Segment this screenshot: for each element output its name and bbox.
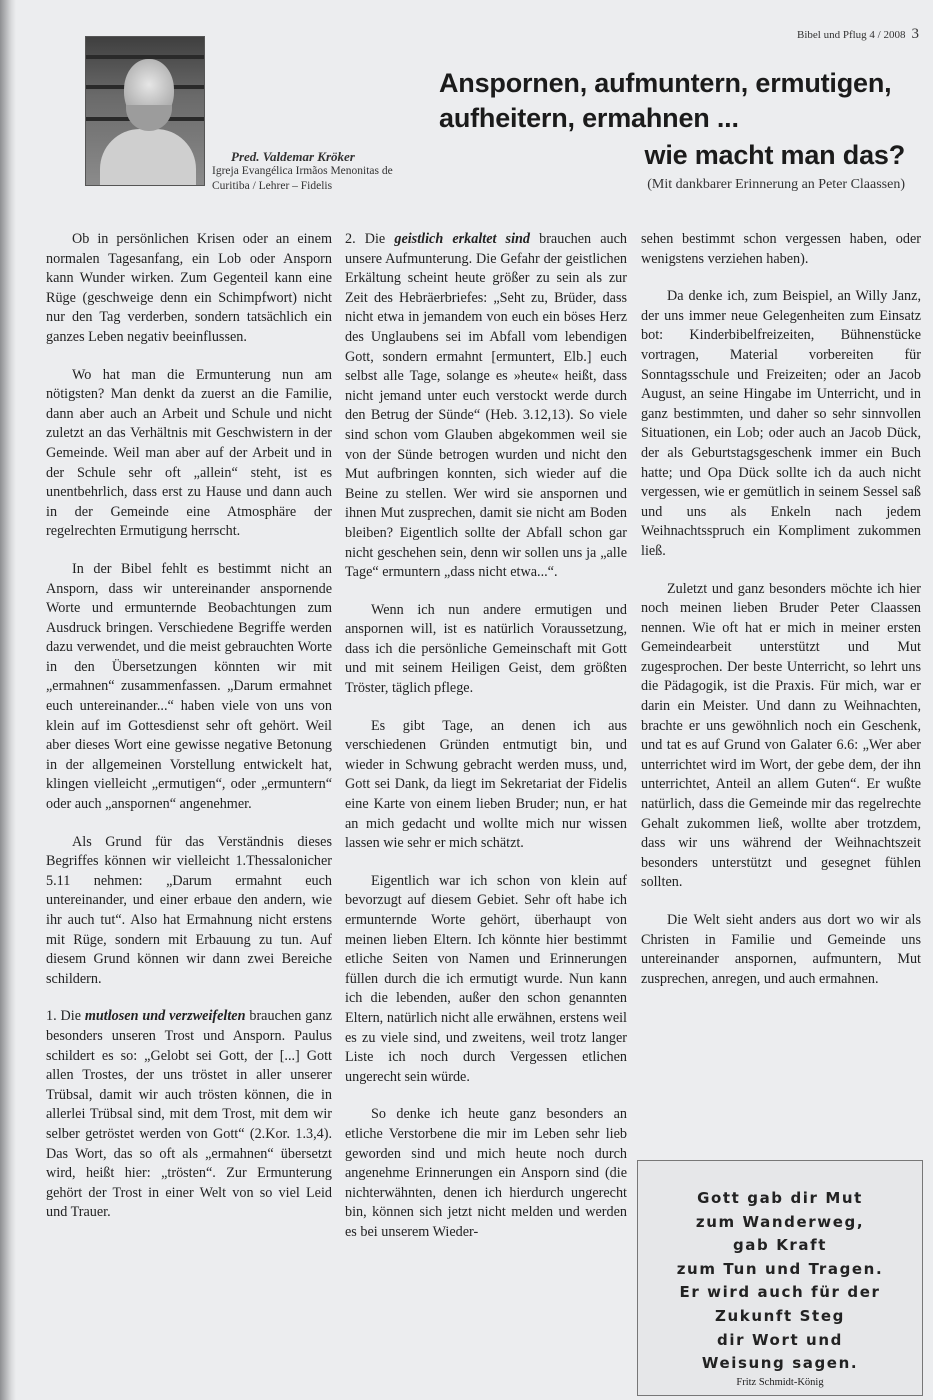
text-column-3 <box>641 230 921 989</box>
point-1-paragraph <box>46 1007 332 1223</box>
paragraph: Wo hat man die Ermunterung nun am nötigsten? Man denkt da zuerst an die Familie, dann aber auch an Arbeit und Schule und nicht zuletzt an das Verhältnis mit Geschwistern in der Gemeinde. Weil man aber auf der Arbeit und in der Schule sehr oft „allein“ steht, ist es unentbehrlich, dass erst zu Hause und dann auch in der Gemeinde eine Atmosphäre der regelrechten Ermutigung herrscht. <box>46 366 332 540</box>
article-subtitle: (Mit dankbarer Erinnerung an Peter Claassen) <box>647 177 905 192</box>
point-2-paragraph <box>345 230 627 583</box>
author-photo <box>85 36 205 186</box>
point-emphasis: geistlich erkaltet sind <box>394 231 530 247</box>
paragraph: Eigentlich war ich schon von klein auf bevorzugt auf diesem Gebiet. Sehr oft habe ich ermunternde Worte gehört, überhaupt von meinen lieben Eltern. Ich könnte hier bestimmt etliche Seiten von Namen und Erinnerungen füllen durch die ich ermutigt wurde. Nun kann ich die lebenden, außer den schon genannten Eltern, natürlich nicht alle erwähnen, erstens weil es zu viele sind, und zweitens, weil trotz langer Liste ich noch durch Vergessen etlichen ungerecht sein würde. <box>345 872 627 1085</box>
poem-line: Gott gab dir Mut <box>697 1189 863 1207</box>
poem-line: gab Kraft <box>732 1236 828 1255</box>
paragraph: Als Grund für das Verständnis dieses Begriffes können wir vielleicht 1.Thessalonicher 5.11 nehmen: „Darum ermahnt euch untereinander, und einer erbaue den andern, wie ihr auch tut“. Also hat Ermahnung nicht erstens mit Rüge, sondern mit Erbauung zu tun. Auf diesem Grund können wir dann zwei Bereiche schildern. <box>46 833 332 987</box>
paragraph: So denke ich heute ganz besonders an etliche Verstorbene die mir im Leben sehr lieb geworden sind und mich heute noch durch angenehme Erinnerungen ein Ansporn sind (die nichterwähnten, denen ich hierdurch ungerecht bin, können sich jetzt nicht melden und werden es bei unserem Wieder- <box>345 1106 627 1240</box>
text-column-1 <box>46 230 332 1223</box>
author-affiliation-line: Curitiba / Lehrer – Fidelis <box>212 180 333 192</box>
paragraph: Es gibt Tage, an denen ich aus verschiedenen Gründen entmutigt bin, und wieder in Schwung gebracht werden muss, und, Gott sei Dank, da liegt im Sekretariat der Fidelis eine Karte von einem lieben Bruder; nun, er hat an mich gedacht und wollte mich nur wissen lassen wie sehr er mich schätzt. <box>345 717 627 852</box>
author-affiliation-line: Igreja Evangélica Irmãos Menonitas de <box>212 165 393 177</box>
paragraph: Zuletzt und ganz besonders möchte ich hier noch meinen lieben Bruder Peter Claassen nennen. Wie oft hat er mich in meiner ersten Gemeindearbeit unterstützt und Mut zugesprochen. Der beste Unterricht, so lehrt uns die Pädagogik, ist die Praxis. Für mich, war er darin ein Meister. Und dann zu Weihnachten, brachte er uns gewöhnlich noch ein Geschenk, und tat es auf Grund von Galater 6.6: „Wer aber unterrichtet wird im Wort, der gebe dem, der ihn unterrichtet, Anteil an allem Guten“. Er wußte natürlich, dass die Gemeinde mir das regelrechte Gehalt zukommen ließ, wollte aber trotzdem, dass wir uns während der Weihnachtszeit besonders unterstützt und gesegnet fühlen sollten. <box>641 580 921 891</box>
paragraph: In der Bibel fehlt es bestimmt nicht an Ansporn, dass wir untereinander anspornende Worte und ermunternde Beobachtungen zum Ausdruck bringen. Verschiedene Begriffe werden dazu verwendet, und die meist gebrauchten Worte in den Übersetzungen könnten wir mit „ermahnen“ zusammenfassen. „Darum ermahnet euch untereinander...“ haben viele von uns von klein auf im Gottesdienst sehr oft gehört. Weil aber dieses Wort eine gewisse negative Betonung in der allgemeinen Vorstellung entwickelt hat, klingen vielleicht „ermutigen“, oder „ermuntern“ oder auch „anspornen“ angenehmer. <box>46 560 332 813</box>
poem-line: zum Wanderweg, <box>695 1212 865 1231</box>
poem-line: dir Wort und <box>717 1330 843 1349</box>
poem-line: Weisung sagen. <box>701 1354 859 1373</box>
point-prefix: 2. Die <box>345 231 395 247</box>
point-text: brauchen ganz besonders unseren Trost und Ansporn. Paulus schildert es so: „Gelobt sei Gott, der [...] Gott allen Trostes, der uns tröstet in aller unserer Trübsal, damit wir auch trösten können, die in allerlei Trübsal sind, mit dem Trost, mit dem wir selber getröstet werden von Gott“ (2.Kor. 1.3,4). Das Wort, das so oft als „ermahnen“ übersetzt wird, heißt hier: „trösten“. Zur Ermunterung gehört der Trost in einer Welt von so viel Leid und Trauer. <box>46 1008 332 1221</box>
continuation-paragraph: sehen bestimmt schon vergessen haben, oder wenigstens verziehen haben). <box>641 231 921 267</box>
point-prefix: 1. Die <box>46 1008 85 1025</box>
title-line: wie macht man das? <box>644 140 905 170</box>
poem-author: Fritz Schmidt-König <box>736 1376 824 1388</box>
poem <box>638 1187 922 1376</box>
running-header <box>797 26 919 43</box>
author-byline <box>212 149 393 194</box>
text-column-2 <box>345 230 627 1243</box>
paragraph: Wenn ich nun andere ermutigen und anspornen will, ist es natürlich Voraussetzung, dass ich die persönliche Gemeinschaft mit Gott und mit seinem Heiligen Geist, dem größten Tröster, täglich pflege. <box>345 601 627 697</box>
paragraph: Die Welt sieht anders aus dort wo wir als Christen in Familie und Gemeinde uns untereinander anspornen, aufmuntern, Mut zusprechen, anregen, und auch ermahnen. <box>641 912 921 987</box>
poem-box <box>637 1160 923 1396</box>
journal-name: Bibel und Pflug 4 / 2008 <box>797 29 906 41</box>
paragraph: Ob in persönlichen Krisen oder an einem normalen Tagesanfang, ein Lob oder Ansporn kann Wunder wirken. Zum Gegenteil kann eine Rüge (geschweige denn ein Schimpfwort) nicht nur den Tag verderben, sondern tatsächlich ein ganzes Leben negativ beeinflussen. <box>46 231 332 345</box>
article-title <box>435 66 905 173</box>
point-emphasis: mutlosen und verzweifelten <box>84 1008 246 1025</box>
author-name: Pred. Valdemar Kröker <box>231 149 355 164</box>
poem-line: Zukunft Steg <box>715 1306 845 1325</box>
poem-line: Er wird auch für der <box>679 1283 881 1302</box>
title-line: aufheitern, ermahnen ... <box>439 103 739 133</box>
page-number: 3 <box>911 26 919 42</box>
paragraph: Da denke ich, zum Beispiel, an Willy Janz, der uns immer neue Gelegenheiten zum Einsatz bot: Kinderbibelfreizeiten, Bühnenstücke vortragen, Material vorbereiten für Sonntagsschule und Freizeiten; oder an Jacob August, an seine Hingabe im Unterricht, und in ganz bestimmten, und daher so sehr sinnvollen Situationen, ein Lob; oder auch an Jacob Dück, der als Geburtstagsgeschenk immer ein Buch hatte; und Opa Dück sollte ich da auch nicht vergessen, wie er gemütlich in seinem Sessel saß und uns als Enkeln nach jedem Weihnachtsspruch ein Kompliment zukommen ließ. <box>641 288 921 559</box>
point-text: brauchen auch unsere Aufmunterung. Die Gefahr der geistlichen Erkältung scheint heute größer zu sein als zur Zeit des Hebräerbriefes: „Seht zu, Brüder, dass nicht etwa in jemandem von euch ein böses Herz des Unglaubens sei im Abfall vom lebendigen Gott, sondern ermahnt [ermuntert, Elb.] euch selbst alle Tage, solange es »heute« heißt, dass nicht jemand unter euch verstockt werde durch den Betrug der Sünde“ (Heb. 3.12,13). So viele sind schon vom Glauben abgekommen weil sie von der Sünde betrogen wurden und nicht den Mut aufbringen konnten, sich wieder auf die Beine zu stellen. Wer wird sie anspornen und ihnen Mut zusprechen, damit sie nicht am Boden bleiben? Eigentlich sollte der Abfall schon gar nicht geschehen sein, denn wir sollen uns ja „alle Tage“ ermuntern „dass nicht etwa...“. <box>345 231 627 581</box>
poem-line: zum Tun und Tragen. <box>676 1259 884 1278</box>
title-line: Anspornen, aufmuntern, ermutigen, <box>439 68 892 98</box>
page-edge <box>0 0 16 1400</box>
